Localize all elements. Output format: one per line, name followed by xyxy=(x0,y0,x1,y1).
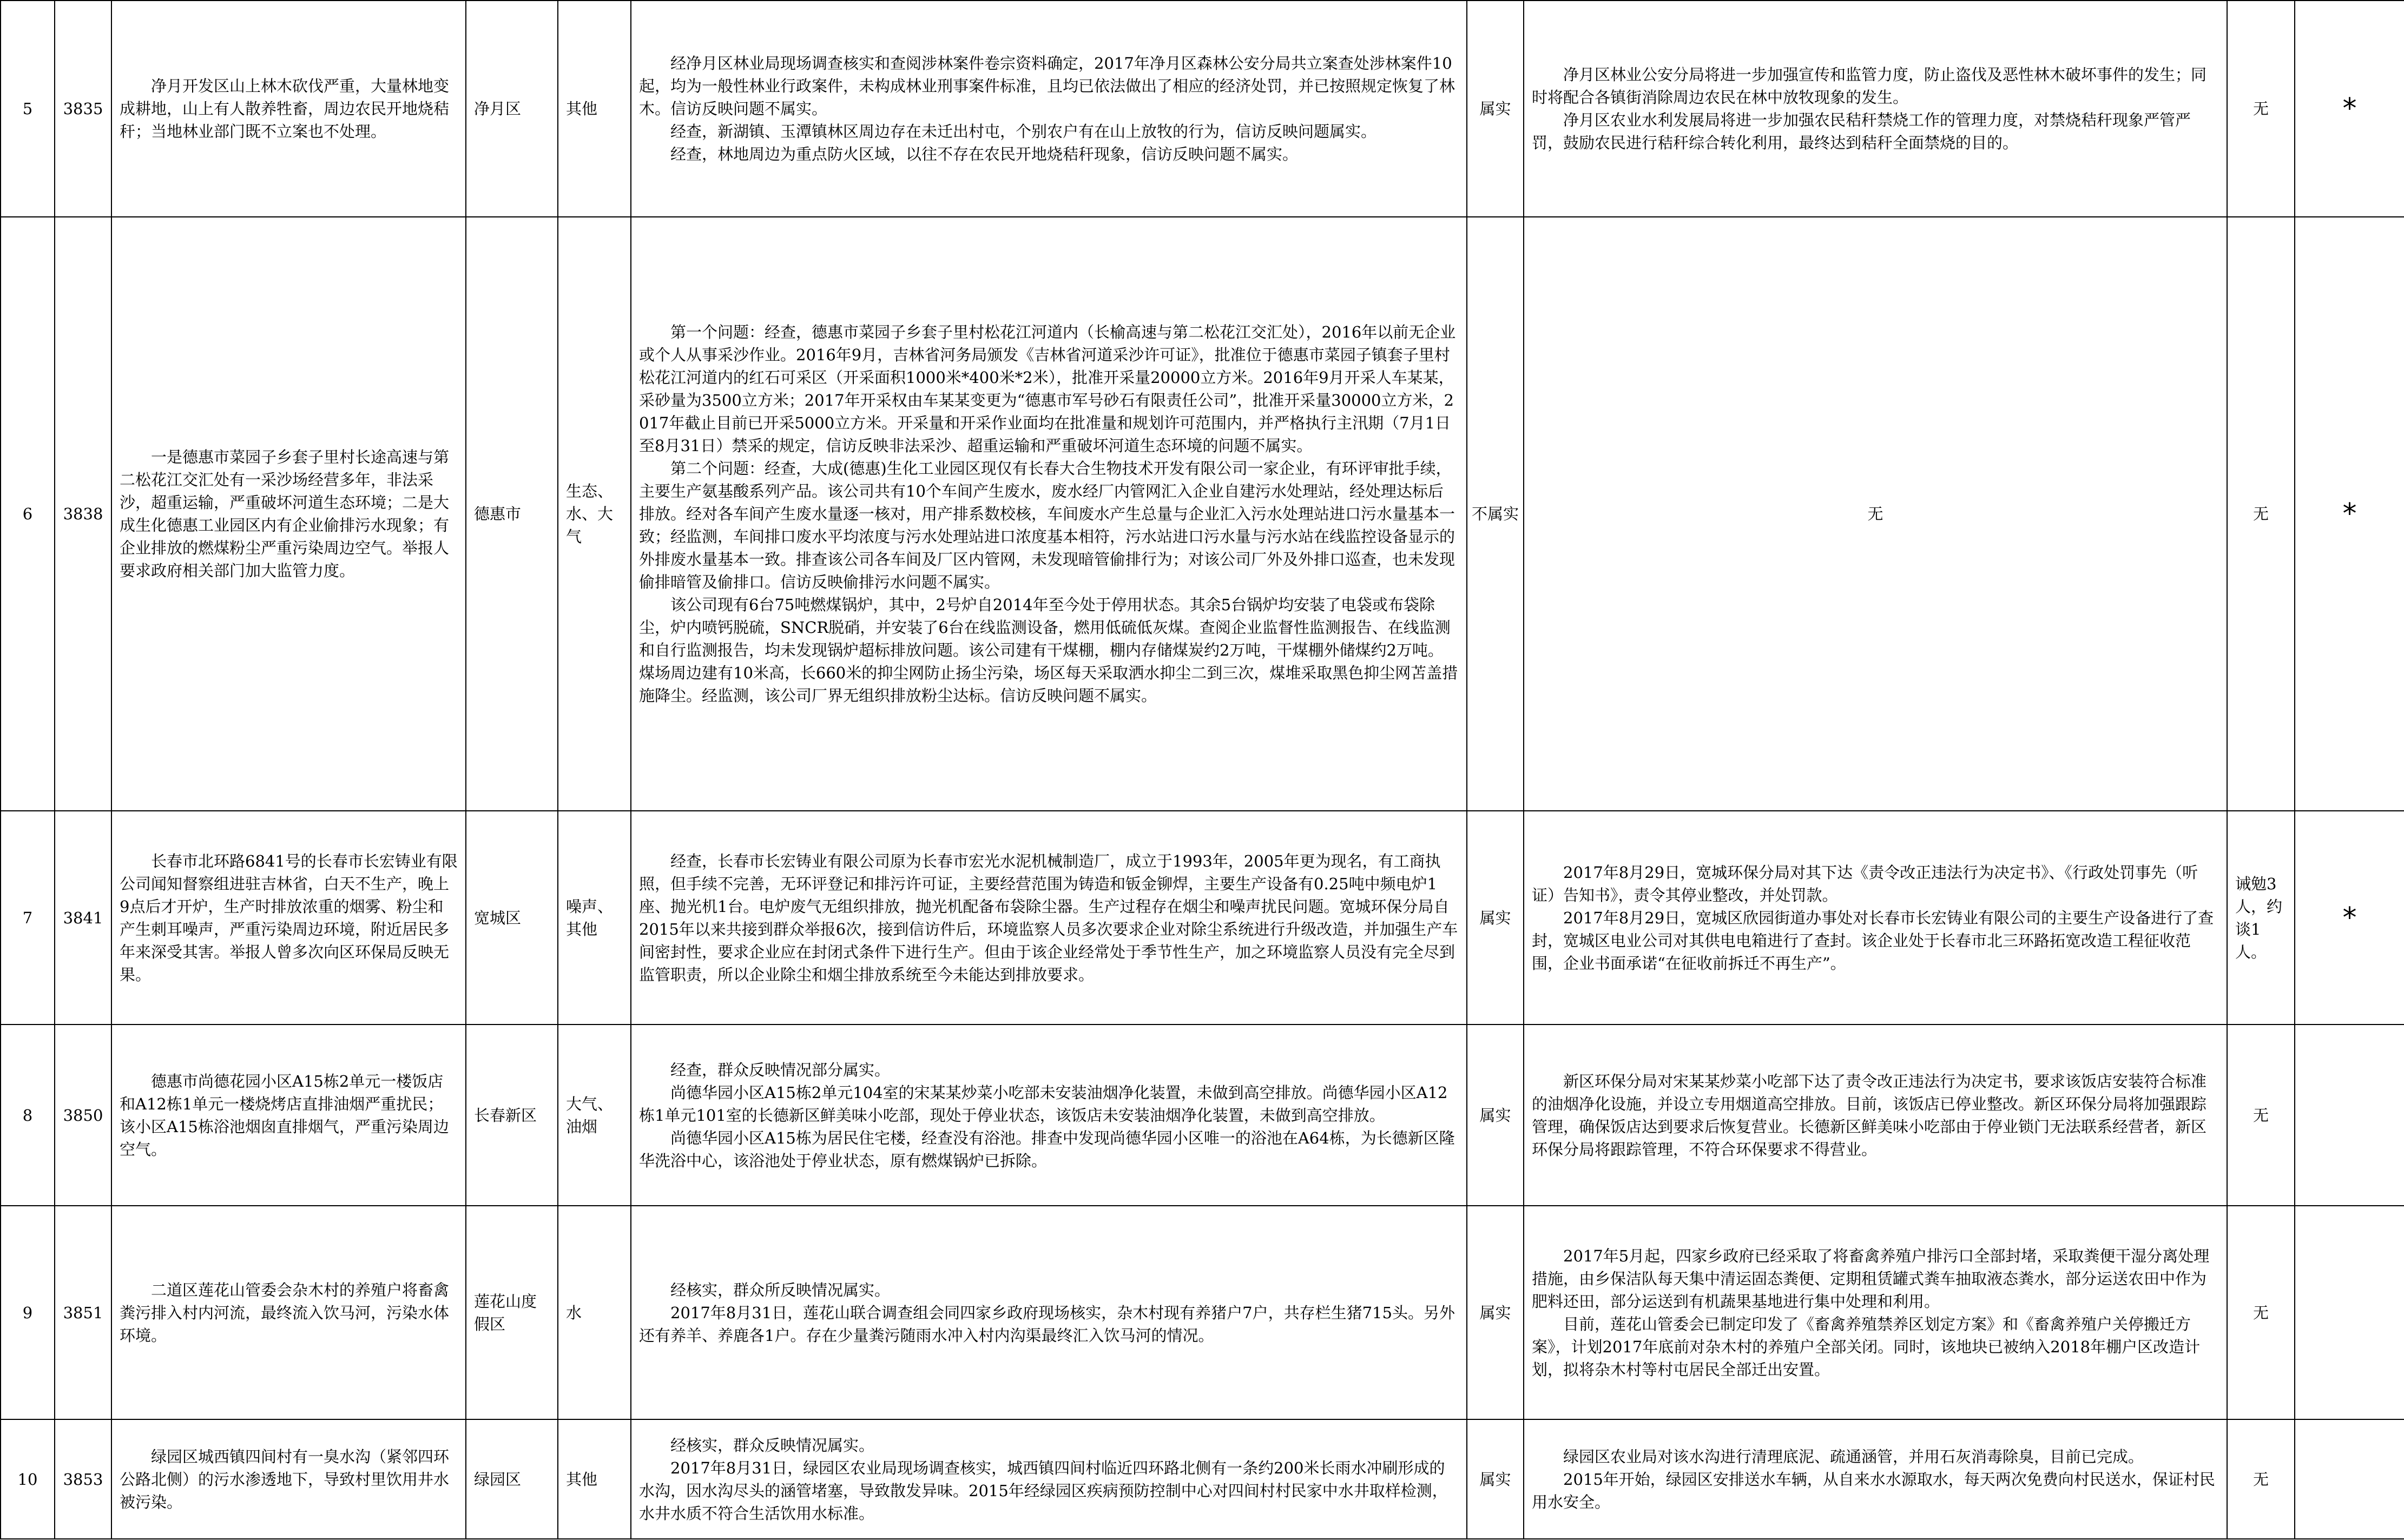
complaint-paragraph: 绿园区城西镇四间村有一臭水沟（紧邻四环公路北侧）的污水渗透地下，导致村里饮用井水被污染。 xyxy=(120,1447,450,1511)
table-row xyxy=(1,1206,2404,1419)
investigation-findings xyxy=(631,1419,1467,1539)
case-id: 3841 xyxy=(55,811,111,1025)
investigation-findings-paragraph: 经查，长春市长宏铸业有限公司原为长春市宏光水泥机械制造厂，成立于1993年，2005年更为现名，有工商执照，但手续不完善，无环评登记和排污许可证，主要经营范围为铸造和钣金铆焊，主要生产设备有0.25吨中频电炉1座、抛光机1台。电炉废气无组织排放，抛光机配备布袋除尘器。生产过程存在烟尘和噪声扰民问题。宽城环保分局自2015年以来共接到群众举报6次，接到信访件后，环境监察人员多次要求企业对除尘系统进行升级改造，并加强生产车间密封性，要求企业应在封闭式条件下进行生产。但由于该企业经常处于季节性生产，加之环境监察人员没有完全尽到监管职责，所以企业除尘和烟尘排放系统至今未能达到排放要求。 xyxy=(639,851,1458,984)
district: 德惠市 xyxy=(466,217,558,811)
table-row xyxy=(1,811,2404,1025)
mark-asterisk xyxy=(2295,1025,2404,1206)
row-number: 6 xyxy=(1,217,55,811)
accountability: 无 xyxy=(2227,217,2295,811)
handling-measures-paragraph: 目前，莲花山管委会已制定印发了《畜禽养殖禁养区划定方案》和《畜禽养殖户关停搬迁方案》，计划2017年底前对杂木村的养殖户全部关闭。同时，该地块已被纳入2018年棚户区改造计划，拟将杂木村等村屯居民全部迁出安置。 xyxy=(1532,1314,2201,1379)
investigation-findings-paragraph: 尚德华园小区A15栋为居民住宅楼，经查没有浴池。排查中发现尚德华园小区唯一的浴池在A64栋，为长德新区隆华洗浴中心，该浴池处于停业状态，原有燃煤锅炉已拆除。 xyxy=(639,1128,1455,1170)
investigation-findings-paragraph: 经查，群众反映情况部分属实。 xyxy=(670,1060,891,1079)
mark-asterisk xyxy=(2295,1206,2404,1419)
mark-asterisk: * xyxy=(2295,1,2404,217)
investigation-findings-paragraph: 2017年8月31日，绿园区农业局现场调查核实，城西镇四间村临近四环路北侧有一条约200米长雨水冲刷形成的水沟，因水沟尽头的涵管堵塞，导致散发异味。2015年经绿园区疾病预防控制中心对四间村村民家中水井取样检测，水井水质不符合生活饮用水标准。 xyxy=(639,1458,1448,1523)
handling-measures xyxy=(1524,1206,2227,1419)
complaint-text xyxy=(111,217,466,811)
verdict: 属实 xyxy=(1467,1419,1524,1539)
complaint-paragraph: 长春市北环路6841号的长春市长宏铸业有限公司闻知督察组进驻吉林省，白天不生产，晚上9点后才开炉，生产时排放浓重的烟雾、粉尘和产生刺耳噪声，严重污染周边环境，附近居民多年来深受其害。举报人曾多次向区环保局反映无果。 xyxy=(120,851,458,984)
verdict: 属实 xyxy=(1467,811,1524,1025)
case-id: 3853 xyxy=(55,1419,111,1539)
handling-measures xyxy=(1524,1,2227,217)
complaint-text xyxy=(111,1025,466,1206)
table-row xyxy=(1,1419,2404,1539)
mark-asterisk xyxy=(2295,1419,2404,1539)
complaint-text xyxy=(111,811,466,1025)
row-number: 8 xyxy=(1,1025,55,1206)
handling-measures xyxy=(1524,1025,2227,1206)
verdict: 属实 xyxy=(1467,1,1524,217)
investigation-findings-paragraph: 经查，林地周边为重点防火区域，以往不存在农民开地烧秸秆现象，信访反映问题不属实。 xyxy=(670,145,1299,163)
investigation-findings xyxy=(631,1025,1467,1206)
investigation-findings xyxy=(631,1206,1467,1419)
handling-measures-paragraph: 2017年8月29日，宽城区欣园街道办事处对长春市长宏铸业有限公司的主要生产设备进行了查封，宽城区电业公司对其供电电箱进行了查封。该企业处于长春市北三环路拓宽改造工程征收范围，企业书面承诺“在征收前拆迁不再生产”。 xyxy=(1532,908,2214,973)
district: 宽城区 xyxy=(466,811,558,1025)
pollution-category: 噪声、其他 xyxy=(558,811,631,1025)
pollution-category: 水 xyxy=(558,1206,631,1419)
handling-measures-paragraph: 2017年8月29日，宽城环保分局对其下达《责令改正违法行为决定书》、《行政处罚事先（听证）告知书》，责令其停业整改，并处罚款。 xyxy=(1532,863,2198,904)
accountability: 无 xyxy=(2227,1025,2295,1206)
investigation-findings-paragraph: 经核实，群众反映情况属实。 xyxy=(670,1436,875,1455)
complaint-text xyxy=(111,1,466,217)
accountability: 诫勉3人，约谈1人。 xyxy=(2227,811,2295,1025)
handling-measures-paragraph: 2015年开始，绿园区安排送水车辆，从自来水水源取水，每天两次免费向村民送水，保证村民用水安全。 xyxy=(1532,1470,2215,1511)
handling-measures-paragraph: 净月区林业公安分局将进一步加强宣传和监管力度，防止盗伐及恶性林木破坏事件的发生；同时将配合各镇街消除周边农民在林中放牧现象的发生。 xyxy=(1532,65,2207,107)
district: 莲花山度假区 xyxy=(466,1206,558,1419)
complaint-paragraph: 二道区莲花山管委会杂木村的养殖户将畜禽粪污排入村内河流，最终流入饮马河，污染水体环境。 xyxy=(120,1280,450,1345)
pollution-category: 其他 xyxy=(558,1419,631,1539)
table-row xyxy=(1,217,2404,811)
case-id: 3838 xyxy=(55,217,111,811)
handling-measures xyxy=(1524,811,2227,1025)
pollution-category: 生态、水、大气 xyxy=(558,217,631,811)
accountability: 无 xyxy=(2227,1,2295,217)
complaint-paragraph: 一是德惠市菜园子乡套子里村长途高速与第二松花江交汇处有一采沙场经营多年，非法采沙，超重运输，严重破坏河道生态环境；二是大成生化德惠工业园区内有企业偷排污水现象；有企业排放的燃煤粉尘严重污染周边空气。举报人要求政府相关部门加大监管力度。 xyxy=(120,448,450,580)
case-id: 3835 xyxy=(55,1,111,217)
investigation-findings-paragraph: 2017年8月31日，莲花山联合调查组会同四家乡政府现场核实，杂木村现有养猪户7户，共存栏生猪715头。另外还有养羊、养鹿各1户。存在少量粪污随雨水冲入村内沟渠最终汇入饮马河的情况。 xyxy=(639,1303,1455,1345)
complaint-text xyxy=(111,1206,466,1419)
district: 净月区 xyxy=(466,1,558,217)
handling-measures xyxy=(1524,217,2227,811)
case-id: 3850 xyxy=(55,1025,111,1206)
investigation-findings xyxy=(631,217,1467,811)
investigation-findings-paragraph: 尚德华园小区A15栋2单元104室的宋某某炒菜小吃部未安装油烟净化装置，未做到高空排放。尚德华园小区A12栋1单元101室的长德新区鲜美味小吃部，现处于停业状态，该饭店未安装油烟净化装置，未做到高空排放。 xyxy=(639,1083,1448,1125)
complaint-text xyxy=(111,1419,466,1539)
investigation-findings-paragraph: 经核实，群众所反映情况属实。 xyxy=(670,1280,891,1299)
investigation-findings xyxy=(631,811,1467,1025)
handling-measures-paragraph: 2017年5月起，四家乡政府已经采取了将畜禽养殖户排污口全部封堵，采取粪便干湿分离处理措施，由乡保洁队每天集中清运固态粪便、定期租赁罐式粪车抽取液态粪水，部分运送农田中作为肥料还田，部分运送到有机蔬果基地进行集中处理和利用。 xyxy=(1532,1246,2210,1311)
investigation-findings-paragraph: 第一个问题：经查，德惠市菜园子乡套子里村松花江河道内（长榆高速与第二松花江交汇处），2016年以前无企业或个人从事采沙作业。2016年9月，吉林省河务局颁发《吉林省河道采沙许可证》，批准位于德惠市菜园子镇套子里村松花江河道内的红石可采区（开采面积1000米*400米*2米），批准开采量20000立方米。2016年9月开采人车某某，采砂量为3500立方米；2017年开采权由车某某变更为“德惠市军号砂石有限责任公司”，批准开采量30000立方米，2017年截止目前已开采5000立方米。开采量和开采作业面均在批准量和规划许可范围内，并严格执行主汛期（7月1日至8月31日）禁采的规定，信访反映非法采沙、超重运输和严重破坏河道生态环境的问题不属实。 xyxy=(639,323,1456,455)
investigation-findings-paragraph: 经查，新湖镇、玉潭镇林区周边存在未迁出村屯，个别农户有在山上放牧的行为，信访反映问题属实。 xyxy=(670,122,1377,141)
investigation-findings-paragraph: 经净月区林业局现场调查核实和查阅涉林案件卷宗资料确定，2017年净月区森林公安分局共立案查处涉林案件10起，均为一般性林业行政案件，未构成林业刑事案件标准，且均已依法做出了相应的经济处罚，并已按照规定恢复了林木。信访反映问题不属实。 xyxy=(639,54,1455,118)
district: 长春新区 xyxy=(466,1025,558,1206)
table-row xyxy=(1,1025,2404,1206)
investigation-findings-paragraph: 该公司现有6台75吨燃煤锅炉，其中，2号炉自2014年至今处于停用状态。其余5台锅炉均安装了电袋或布袋除尘，炉内喷钙脱硫，SNCR脱硝，并安装了6台在线监测设备，燃用低硫低灰煤。查阅企业监督性监测报告、在线监测和自行监测报告，均未发现锅炉超标排放问题。该公司建有干煤棚，棚内存储煤炭约2万吨，干煤棚外储煤约2万吨。煤场周边建有10米高，长660米的抑尘网防止扬尘污染，场区每天采取洒水抑尘二到三次，煤堆采取黑色抑尘网苫盖措施降尘。经监测，该公司厂界无组织排放粉尘达标。信访反映问题不属实。 xyxy=(639,596,1458,705)
verdict: 不属实 xyxy=(1467,217,1524,811)
row-number: 10 xyxy=(1,1419,55,1539)
handling-measures-paragraph: 无 xyxy=(1867,505,1883,523)
mark-asterisk: * xyxy=(2295,811,2404,1025)
verdict: 属实 xyxy=(1467,1206,1524,1419)
handling-measures xyxy=(1524,1419,2227,1539)
accountability: 无 xyxy=(2227,1419,2295,1539)
mark-asterisk: * xyxy=(2295,217,2404,811)
verdict: 属实 xyxy=(1467,1025,1524,1206)
row-number: 7 xyxy=(1,811,55,1025)
investigation-findings xyxy=(631,1,1467,217)
case-id: 3851 xyxy=(55,1206,111,1419)
complaint-paragraph: 德惠市尚德花园小区A15栋2单元一楼饭店和A12栋1单元一楼烧烤店直排油烟严重扰民；该小区A15栋浴池烟囱直排烟气，严重污染周边空气。 xyxy=(120,1072,449,1159)
table-row xyxy=(1,1,2404,217)
pollution-category: 其他 xyxy=(558,1,631,217)
pollution-category: 大气、油烟 xyxy=(558,1025,631,1206)
investigation-findings-paragraph: 第二个问题：经查，大成(德惠)生化工业园区现仅有长春大合生物技术开发有限公司一家企业，有环评审批手续，主要生产氨基酸系列产品。该公司共有10个车间产生废水，废水经厂内管网汇入企业自建污水处理站，经处理达标后排放。经对各车间产生废水量逐一核对，用产排系数校核，车间废水产生总量与企业汇入污水处理站进口污水量基本一致；经监测，车间排口废水平均浓度与污水处理站进口浓度基本相符，污水站进口污水量与污水站在线监控设备显示的外排废水量基本一致。排查该公司各车间及厂区内管网，未发现暗管偷排行为；对该公司厂外及外排口巡查，也未发现偷排暗管及偷排口。信访反映偷排污水问题不属实。 xyxy=(639,459,1455,591)
handling-measures-paragraph: 绿园区农业局对该水沟进行清理底泥、疏通涵管，并用石灰消毒除臭，目前已完成。 xyxy=(1563,1447,2144,1466)
district: 绿园区 xyxy=(466,1419,558,1539)
handling-measures-paragraph: 净月区农业水利发展局将进一步加强农民秸秆禁烧工作的管理力度，对禁烧秸秆现象严管严罚，鼓励农民进行秸秆综合转化利用，最终达到秸秆全面禁烧的目的。 xyxy=(1532,111,2191,152)
row-number: 5 xyxy=(1,1,55,217)
complaint-paragraph: 净月开发区山上林木砍伐严重，大量林地变成耕地，山上有人散养牲畜，周边农民开地烧秸秆；当地林业部门既不立案也不处理。 xyxy=(120,77,450,141)
handling-measures-paragraph: 新区环保分局对宋某某炒菜小吃部下达了责令改正违法行为决定书，要求该饭店安装符合标准的油烟净化设施，并设立专用烟道高空排放。目前，该饭店已停业整改。新区环保分局将加强跟踪管理，确保饭店达到要求后恢复营业。长德新区鲜美味小吃部由于停业锁门无法联系经营者，新区环保分局将跟踪管理，不符合环保要求不得营业。 xyxy=(1532,1072,2207,1159)
row-number: 9 xyxy=(1,1206,55,1419)
accountability: 无 xyxy=(2227,1206,2295,1419)
